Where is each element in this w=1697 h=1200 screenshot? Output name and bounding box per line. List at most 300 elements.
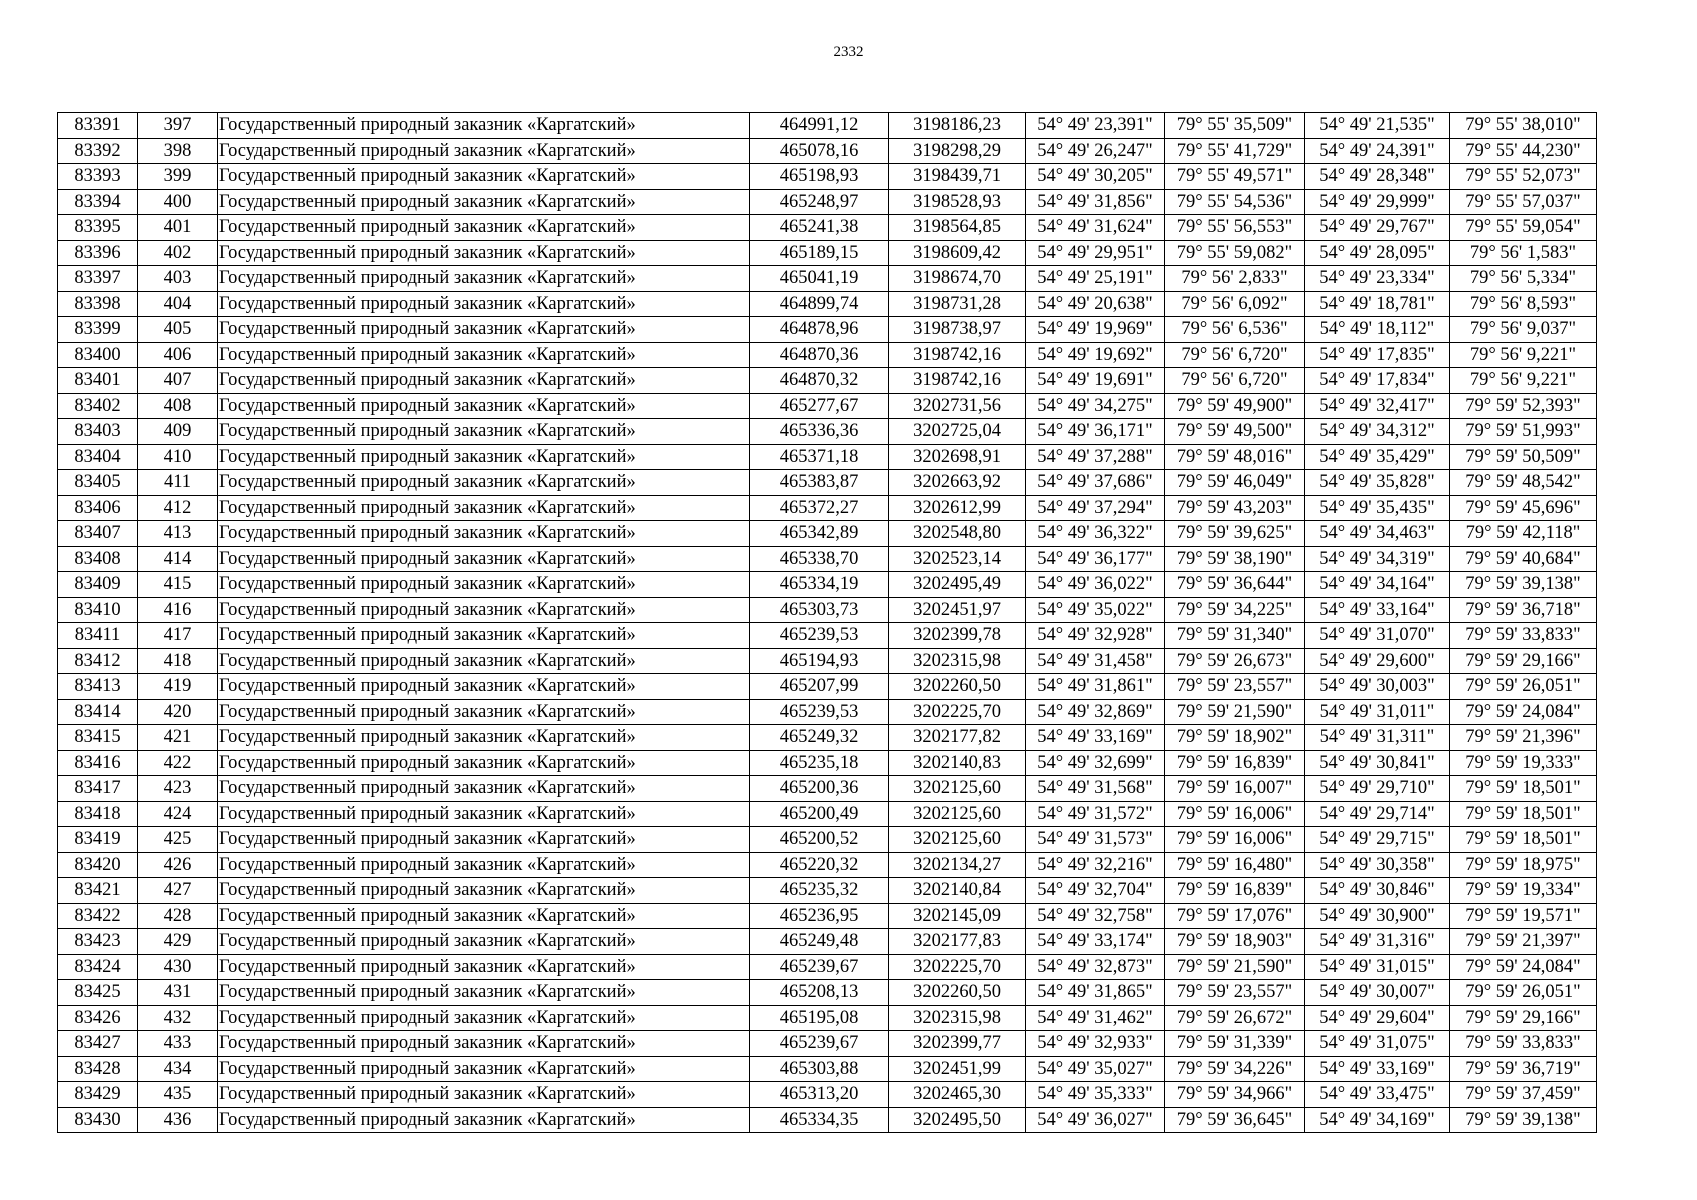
y-coordinate-cell: 3202225,70	[889, 954, 1026, 980]
x-coordinate-cell: 464870,32	[750, 368, 889, 394]
object-name-cell: Государственный природный заказник «Каргатский»	[218, 138, 750, 164]
y-coordinate-cell: 3198528,93	[889, 189, 1026, 215]
y-coordinate-cell: 3202315,98	[889, 648, 1026, 674]
record-number-cell: 83394	[58, 189, 138, 215]
point-number-cell: 411	[138, 470, 218, 496]
longitude-1-cell: 79° 59' 39,625"	[1165, 521, 1305, 547]
table-row	[58, 1005, 1597, 1031]
longitude-2-cell: 79° 59' 36,718"	[1450, 597, 1597, 623]
longitude-1-cell: 79° 55' 56,553"	[1165, 215, 1305, 241]
point-number-cell: 402	[138, 240, 218, 266]
y-coordinate-cell: 3202495,50	[889, 1107, 1026, 1133]
longitude-2-cell: 79° 59' 45,696"	[1450, 495, 1597, 521]
table-row	[58, 623, 1597, 649]
longitude-1-cell: 79° 59' 49,500"	[1165, 419, 1305, 445]
record-number-cell: 83410	[58, 597, 138, 623]
table-row	[58, 189, 1597, 215]
x-coordinate-cell: 465208,13	[750, 980, 889, 1006]
longitude-1-cell: 79° 56' 6,092"	[1165, 291, 1305, 317]
x-coordinate-cell: 465277,67	[750, 393, 889, 419]
longitude-2-cell: 79° 59' 29,166"	[1450, 1005, 1597, 1031]
latitude-1-cell: 54° 49' 36,022"	[1026, 572, 1165, 598]
y-coordinate-cell: 3202125,60	[889, 827, 1026, 853]
latitude-1-cell: 54° 49' 31,624"	[1026, 215, 1165, 241]
table-row	[58, 852, 1597, 878]
x-coordinate-cell: 465198,93	[750, 164, 889, 190]
object-name-cell: Государственный природный заказник «Каргатский»	[218, 852, 750, 878]
x-coordinate-cell: 465041,19	[750, 266, 889, 292]
object-name-cell: Государственный природный заказник «Каргатский»	[218, 929, 750, 955]
y-coordinate-cell: 3198609,42	[889, 240, 1026, 266]
point-number-cell: 412	[138, 495, 218, 521]
point-number-cell: 417	[138, 623, 218, 649]
point-number-cell: 407	[138, 368, 218, 394]
longitude-1-cell: 79° 55' 54,536"	[1165, 189, 1305, 215]
object-name-cell: Государственный природный заказник «Каргатский»	[218, 1031, 750, 1057]
x-coordinate-cell: 465078,16	[750, 138, 889, 164]
latitude-2-cell: 54° 49' 33,164"	[1305, 597, 1450, 623]
latitude-2-cell: 54° 49' 32,417"	[1305, 393, 1450, 419]
record-number-cell: 83391	[58, 113, 138, 139]
object-name-cell: Государственный природный заказник «Каргатский»	[218, 648, 750, 674]
table-row	[58, 980, 1597, 1006]
longitude-2-cell: 79° 59' 36,719"	[1450, 1056, 1597, 1082]
record-number-cell: 83407	[58, 521, 138, 547]
longitude-1-cell: 79° 59' 26,672"	[1165, 1005, 1305, 1031]
x-coordinate-cell: 465372,27	[750, 495, 889, 521]
y-coordinate-cell: 3198742,16	[889, 342, 1026, 368]
latitude-2-cell: 54° 49' 29,710"	[1305, 776, 1450, 802]
point-number-cell: 424	[138, 801, 218, 827]
y-coordinate-cell: 3202399,77	[889, 1031, 1026, 1057]
longitude-2-cell: 79° 59' 39,138"	[1450, 1107, 1597, 1133]
x-coordinate-cell: 465195,08	[750, 1005, 889, 1031]
latitude-2-cell: 54° 49' 34,164"	[1305, 572, 1450, 598]
longitude-1-cell: 79° 56' 6,536"	[1165, 317, 1305, 343]
latitude-2-cell: 54° 49' 31,075"	[1305, 1031, 1450, 1057]
latitude-2-cell: 54° 49' 29,714"	[1305, 801, 1450, 827]
point-number-cell: 409	[138, 419, 218, 445]
latitude-1-cell: 54° 49' 36,322"	[1026, 521, 1165, 547]
longitude-1-cell: 79° 56' 2,833"	[1165, 266, 1305, 292]
longitude-1-cell: 79° 59' 21,590"	[1165, 699, 1305, 725]
y-coordinate-cell: 3202731,56	[889, 393, 1026, 419]
latitude-1-cell: 54° 49' 20,638"	[1026, 291, 1165, 317]
record-number-cell: 83420	[58, 852, 138, 878]
x-coordinate-cell: 465235,32	[750, 878, 889, 904]
longitude-2-cell: 79° 59' 19,334"	[1450, 878, 1597, 904]
object-name-cell: Государственный природный заказник «Каргатский»	[218, 189, 750, 215]
latitude-1-cell: 54° 49' 35,022"	[1026, 597, 1165, 623]
record-number-cell: 83403	[58, 419, 138, 445]
latitude-2-cell: 54° 49' 17,835"	[1305, 342, 1450, 368]
point-number-cell: 430	[138, 954, 218, 980]
point-number-cell: 399	[138, 164, 218, 190]
x-coordinate-cell: 465200,49	[750, 801, 889, 827]
object-name-cell: Государственный природный заказник «Каргатский»	[218, 393, 750, 419]
record-number-cell: 83396	[58, 240, 138, 266]
longitude-1-cell: 79° 59' 36,645"	[1165, 1107, 1305, 1133]
x-coordinate-cell: 465207,99	[750, 674, 889, 700]
table-row	[58, 138, 1597, 164]
object-name-cell: Государственный природный заказник «Каргатский»	[218, 801, 750, 827]
y-coordinate-cell: 3202451,99	[889, 1056, 1026, 1082]
record-number-cell: 83400	[58, 342, 138, 368]
x-coordinate-cell: 465200,36	[750, 776, 889, 802]
longitude-1-cell: 79° 59' 26,673"	[1165, 648, 1305, 674]
x-coordinate-cell: 465303,73	[750, 597, 889, 623]
table-row	[58, 903, 1597, 929]
longitude-2-cell: 79° 59' 40,684"	[1450, 546, 1597, 572]
latitude-1-cell: 54° 49' 34,275"	[1026, 393, 1165, 419]
longitude-2-cell: 79° 59' 21,397"	[1450, 929, 1597, 955]
point-number-cell: 421	[138, 725, 218, 751]
latitude-2-cell: 54° 49' 35,828"	[1305, 470, 1450, 496]
table-row	[58, 393, 1597, 419]
latitude-1-cell: 54° 49' 33,169"	[1026, 725, 1165, 751]
record-number-cell: 83411	[58, 623, 138, 649]
latitude-1-cell: 54° 49' 32,704"	[1026, 878, 1165, 904]
longitude-1-cell: 79° 59' 23,557"	[1165, 980, 1305, 1006]
y-coordinate-cell: 3202125,60	[889, 801, 1026, 827]
point-number-cell: 427	[138, 878, 218, 904]
y-coordinate-cell: 3202495,49	[889, 572, 1026, 598]
record-number-cell: 83426	[58, 1005, 138, 1031]
y-coordinate-cell: 3198439,71	[889, 164, 1026, 190]
longitude-1-cell: 79° 59' 18,902"	[1165, 725, 1305, 751]
object-name-cell: Государственный природный заказник «Каргатский»	[218, 291, 750, 317]
record-number-cell: 83413	[58, 674, 138, 700]
latitude-1-cell: 54° 49' 35,027"	[1026, 1056, 1165, 1082]
longitude-1-cell: 79° 59' 36,644"	[1165, 572, 1305, 598]
table-row	[58, 113, 1597, 139]
longitude-2-cell: 79° 59' 39,138"	[1450, 572, 1597, 598]
longitude-1-cell: 79° 59' 18,903"	[1165, 929, 1305, 955]
y-coordinate-cell: 3198186,23	[889, 113, 1026, 139]
longitude-2-cell: 79° 59' 37,459"	[1450, 1082, 1597, 1108]
y-coordinate-cell: 3202177,83	[889, 929, 1026, 955]
latitude-1-cell: 54° 49' 31,865"	[1026, 980, 1165, 1006]
latitude-1-cell: 54° 49' 32,933"	[1026, 1031, 1165, 1057]
x-coordinate-cell: 465220,32	[750, 852, 889, 878]
x-coordinate-cell: 465189,15	[750, 240, 889, 266]
record-number-cell: 83430	[58, 1107, 138, 1133]
latitude-1-cell: 54° 49' 29,951"	[1026, 240, 1165, 266]
record-number-cell: 83398	[58, 291, 138, 317]
point-number-cell: 423	[138, 776, 218, 802]
latitude-1-cell: 54° 49' 36,171"	[1026, 419, 1165, 445]
object-name-cell: Государственный природный заказник «Каргатский»	[218, 1056, 750, 1082]
x-coordinate-cell: 465249,32	[750, 725, 889, 751]
longitude-2-cell: 79° 59' 18,501"	[1450, 827, 1597, 853]
latitude-1-cell: 54° 49' 37,294"	[1026, 495, 1165, 521]
point-number-cell: 403	[138, 266, 218, 292]
longitude-1-cell: 79° 59' 34,226"	[1165, 1056, 1305, 1082]
latitude-2-cell: 54° 49' 29,767"	[1305, 215, 1450, 241]
longitude-1-cell: 79° 59' 48,016"	[1165, 444, 1305, 470]
table-row	[58, 801, 1597, 827]
table-row	[58, 266, 1597, 292]
object-name-cell: Государственный природный заказник «Каргатский»	[218, 1107, 750, 1133]
longitude-1-cell: 79° 59' 34,225"	[1165, 597, 1305, 623]
object-name-cell: Государственный природный заказник «Каргатский»	[218, 954, 750, 980]
latitude-2-cell: 54° 49' 30,846"	[1305, 878, 1450, 904]
x-coordinate-cell: 465239,53	[750, 623, 889, 649]
latitude-1-cell: 54° 49' 25,191"	[1026, 266, 1165, 292]
point-number-cell: 404	[138, 291, 218, 317]
point-number-cell: 432	[138, 1005, 218, 1031]
record-number-cell: 83393	[58, 164, 138, 190]
record-number-cell: 83417	[58, 776, 138, 802]
point-number-cell: 397	[138, 113, 218, 139]
object-name-cell: Государственный природный заказник «Каргатский»	[218, 980, 750, 1006]
longitude-2-cell: 79° 59' 24,084"	[1450, 954, 1597, 980]
latitude-2-cell: 54° 49' 28,095"	[1305, 240, 1450, 266]
longitude-2-cell: 79° 55' 44,230"	[1450, 138, 1597, 164]
latitude-2-cell: 54° 49' 31,070"	[1305, 623, 1450, 649]
x-coordinate-cell: 465338,70	[750, 546, 889, 572]
x-coordinate-cell: 465239,67	[750, 954, 889, 980]
record-number-cell: 83404	[58, 444, 138, 470]
y-coordinate-cell: 3198742,16	[889, 368, 1026, 394]
object-name-cell: Государственный природный заказник «Каргатский»	[218, 240, 750, 266]
table-row	[58, 368, 1597, 394]
x-coordinate-cell: 465371,18	[750, 444, 889, 470]
table-row	[58, 1107, 1597, 1133]
longitude-2-cell: 79° 59' 18,501"	[1450, 776, 1597, 802]
point-number-cell: 416	[138, 597, 218, 623]
longitude-1-cell: 79° 55' 35,509"	[1165, 113, 1305, 139]
latitude-1-cell: 54° 49' 32,928"	[1026, 623, 1165, 649]
y-coordinate-cell: 3202399,78	[889, 623, 1026, 649]
longitude-1-cell: 79° 59' 16,480"	[1165, 852, 1305, 878]
table-row	[58, 419, 1597, 445]
record-number-cell: 83405	[58, 470, 138, 496]
y-coordinate-cell: 3198298,29	[889, 138, 1026, 164]
table-row	[58, 164, 1597, 190]
table-row	[58, 648, 1597, 674]
longitude-1-cell: 79° 59' 43,203"	[1165, 495, 1305, 521]
point-number-cell: 401	[138, 215, 218, 241]
latitude-2-cell: 54° 49' 29,715"	[1305, 827, 1450, 853]
x-coordinate-cell: 465313,20	[750, 1082, 889, 1108]
longitude-2-cell: 79° 59' 26,051"	[1450, 674, 1597, 700]
x-coordinate-cell: 465200,52	[750, 827, 889, 853]
latitude-1-cell: 54° 49' 36,027"	[1026, 1107, 1165, 1133]
longitude-2-cell: 79° 59' 21,396"	[1450, 725, 1597, 751]
record-number-cell: 83419	[58, 827, 138, 853]
point-number-cell: 429	[138, 929, 218, 955]
latitude-2-cell: 54° 49' 31,015"	[1305, 954, 1450, 980]
latitude-2-cell: 54° 49' 31,311"	[1305, 725, 1450, 751]
latitude-2-cell: 54° 49' 34,463"	[1305, 521, 1450, 547]
longitude-1-cell: 79° 59' 16,006"	[1165, 801, 1305, 827]
longitude-1-cell: 79° 55' 49,571"	[1165, 164, 1305, 190]
x-coordinate-cell: 464870,36	[750, 342, 889, 368]
table-row	[58, 878, 1597, 904]
longitude-1-cell: 79° 59' 16,839"	[1165, 878, 1305, 904]
x-coordinate-cell: 465383,87	[750, 470, 889, 496]
x-coordinate-cell: 465239,53	[750, 699, 889, 725]
longitude-2-cell: 79° 59' 29,166"	[1450, 648, 1597, 674]
latitude-2-cell: 54° 49' 30,007"	[1305, 980, 1450, 1006]
table-row	[58, 546, 1597, 572]
longitude-2-cell: 79° 55' 57,037"	[1450, 189, 1597, 215]
point-number-cell: 406	[138, 342, 218, 368]
table-row	[58, 1082, 1597, 1108]
y-coordinate-cell: 3202612,99	[889, 495, 1026, 521]
longitude-2-cell: 79° 56' 5,334"	[1450, 266, 1597, 292]
point-number-cell: 425	[138, 827, 218, 853]
object-name-cell: Государственный природный заказник «Каргатский»	[218, 699, 750, 725]
object-name-cell: Государственный природный заказник «Каргатский»	[218, 444, 750, 470]
longitude-2-cell: 79° 56' 1,583"	[1450, 240, 1597, 266]
object-name-cell: Государственный природный заказник «Каргатский»	[218, 674, 750, 700]
point-number-cell: 422	[138, 750, 218, 776]
record-number-cell: 83423	[58, 929, 138, 955]
latitude-2-cell: 54° 49' 33,169"	[1305, 1056, 1450, 1082]
record-number-cell: 83428	[58, 1056, 138, 1082]
y-coordinate-cell: 3202698,91	[889, 444, 1026, 470]
latitude-2-cell: 54° 49' 18,781"	[1305, 291, 1450, 317]
latitude-2-cell: 54° 49' 34,319"	[1305, 546, 1450, 572]
latitude-1-cell: 54° 49' 31,856"	[1026, 189, 1165, 215]
record-number-cell: 83392	[58, 138, 138, 164]
object-name-cell: Государственный природный заказник «Каргатский»	[218, 368, 750, 394]
point-number-cell: 400	[138, 189, 218, 215]
point-number-cell: 413	[138, 521, 218, 547]
point-number-cell: 436	[138, 1107, 218, 1133]
longitude-2-cell: 79° 59' 48,542"	[1450, 470, 1597, 496]
latitude-2-cell: 54° 49' 29,999"	[1305, 189, 1450, 215]
latitude-2-cell: 54° 49' 35,435"	[1305, 495, 1450, 521]
point-number-cell: 431	[138, 980, 218, 1006]
y-coordinate-cell: 3202663,92	[889, 470, 1026, 496]
object-name-cell: Государственный природный заказник «Каргатский»	[218, 776, 750, 802]
y-coordinate-cell: 3202145,09	[889, 903, 1026, 929]
table-row	[58, 827, 1597, 853]
object-name-cell: Государственный природный заказник «Каргатский»	[218, 1082, 750, 1108]
longitude-1-cell: 79° 59' 34,966"	[1165, 1082, 1305, 1108]
y-coordinate-cell: 3202315,98	[889, 1005, 1026, 1031]
latitude-2-cell: 54° 49' 33,475"	[1305, 1082, 1450, 1108]
y-coordinate-cell: 3202177,82	[889, 725, 1026, 751]
record-number-cell: 83406	[58, 495, 138, 521]
y-coordinate-cell: 3198731,28	[889, 291, 1026, 317]
latitude-2-cell: 54° 49' 17,834"	[1305, 368, 1450, 394]
y-coordinate-cell: 3202523,14	[889, 546, 1026, 572]
record-number-cell: 83416	[58, 750, 138, 776]
point-number-cell: 418	[138, 648, 218, 674]
latitude-2-cell: 54° 49' 29,600"	[1305, 648, 1450, 674]
object-name-cell: Государственный природный заказник «Каргатский»	[218, 827, 750, 853]
longitude-1-cell: 79° 59' 21,590"	[1165, 954, 1305, 980]
record-number-cell: 83425	[58, 980, 138, 1006]
longitude-1-cell: 79° 55' 59,082"	[1165, 240, 1305, 266]
x-coordinate-cell: 465194,93	[750, 648, 889, 674]
object-name-cell: Государственный природный заказник «Каргатский»	[218, 903, 750, 929]
y-coordinate-cell: 3202134,27	[889, 852, 1026, 878]
record-number-cell: 83408	[58, 546, 138, 572]
longitude-1-cell: 79° 59' 38,190"	[1165, 546, 1305, 572]
longitude-2-cell: 79° 56' 8,593"	[1450, 291, 1597, 317]
latitude-1-cell: 54° 49' 33,174"	[1026, 929, 1165, 955]
object-name-cell: Государственный природный заказник «Каргатский»	[218, 546, 750, 572]
longitude-2-cell: 79° 55' 52,073"	[1450, 164, 1597, 190]
y-coordinate-cell: 3202140,84	[889, 878, 1026, 904]
point-number-cell: 426	[138, 852, 218, 878]
x-coordinate-cell: 465241,38	[750, 215, 889, 241]
latitude-1-cell: 54° 49' 31,861"	[1026, 674, 1165, 700]
table-row	[58, 444, 1597, 470]
y-coordinate-cell: 3202260,50	[889, 674, 1026, 700]
record-number-cell: 83414	[58, 699, 138, 725]
longitude-1-cell: 79° 59' 23,557"	[1165, 674, 1305, 700]
object-name-cell: Государственный природный заказник «Каргатский»	[218, 572, 750, 598]
table-row	[58, 521, 1597, 547]
latitude-1-cell: 54° 49' 32,869"	[1026, 699, 1165, 725]
object-name-cell: Государственный природный заказник «Каргатский»	[218, 470, 750, 496]
latitude-2-cell: 54° 49' 31,011"	[1305, 699, 1450, 725]
latitude-1-cell: 54° 49' 31,572"	[1026, 801, 1165, 827]
object-name-cell: Государственный природный заказник «Каргатский»	[218, 1005, 750, 1031]
y-coordinate-cell: 3202225,70	[889, 699, 1026, 725]
object-name-cell: Государственный природный заказник «Каргатский»	[218, 725, 750, 751]
x-coordinate-cell: 465236,95	[750, 903, 889, 929]
table-row	[58, 954, 1597, 980]
table-row	[58, 776, 1597, 802]
point-number-cell: 398	[138, 138, 218, 164]
latitude-2-cell: 54° 49' 34,169"	[1305, 1107, 1450, 1133]
latitude-1-cell: 54° 49' 19,692"	[1026, 342, 1165, 368]
latitude-1-cell: 54° 49' 31,573"	[1026, 827, 1165, 853]
y-coordinate-cell: 3198674,70	[889, 266, 1026, 292]
x-coordinate-cell: 465235,18	[750, 750, 889, 776]
longitude-1-cell: 79° 56' 6,720"	[1165, 342, 1305, 368]
longitude-2-cell: 79° 56' 9,221"	[1450, 368, 1597, 394]
latitude-1-cell: 54° 49' 32,873"	[1026, 954, 1165, 980]
latitude-2-cell: 54° 49' 24,391"	[1305, 138, 1450, 164]
table-row	[58, 215, 1597, 241]
longitude-2-cell: 79° 59' 19,571"	[1450, 903, 1597, 929]
longitude-2-cell: 79° 59' 18,975"	[1450, 852, 1597, 878]
latitude-2-cell: 54° 49' 34,312"	[1305, 419, 1450, 445]
latitude-2-cell: 54° 49' 18,112"	[1305, 317, 1450, 343]
object-name-cell: Государственный природный заказник «Каргатский»	[218, 164, 750, 190]
latitude-2-cell: 54° 49' 35,429"	[1305, 444, 1450, 470]
object-name-cell: Государственный природный заказник «Каргатский»	[218, 597, 750, 623]
object-name-cell: Государственный природный заказник «Каргатский»	[218, 878, 750, 904]
table-row	[58, 750, 1597, 776]
longitude-2-cell: 79° 59' 33,833"	[1450, 623, 1597, 649]
record-number-cell: 83418	[58, 801, 138, 827]
table-row	[58, 674, 1597, 700]
longitude-2-cell: 79° 59' 26,051"	[1450, 980, 1597, 1006]
record-number-cell: 83421	[58, 878, 138, 904]
longitude-2-cell: 79° 59' 50,509"	[1450, 444, 1597, 470]
latitude-1-cell: 54° 49' 19,969"	[1026, 317, 1165, 343]
longitude-1-cell: 79° 59' 17,076"	[1165, 903, 1305, 929]
point-number-cell: 420	[138, 699, 218, 725]
latitude-1-cell: 54° 49' 30,205"	[1026, 164, 1165, 190]
object-name-cell: Государственный природный заказник «Каргатский»	[218, 113, 750, 139]
longitude-2-cell: 79° 59' 18,501"	[1450, 801, 1597, 827]
latitude-2-cell: 54° 49' 30,003"	[1305, 674, 1450, 700]
y-coordinate-cell: 3202260,50	[889, 980, 1026, 1006]
y-coordinate-cell: 3202125,60	[889, 776, 1026, 802]
longitude-2-cell: 79° 59' 42,118"	[1450, 521, 1597, 547]
x-coordinate-cell: 465334,35	[750, 1107, 889, 1133]
